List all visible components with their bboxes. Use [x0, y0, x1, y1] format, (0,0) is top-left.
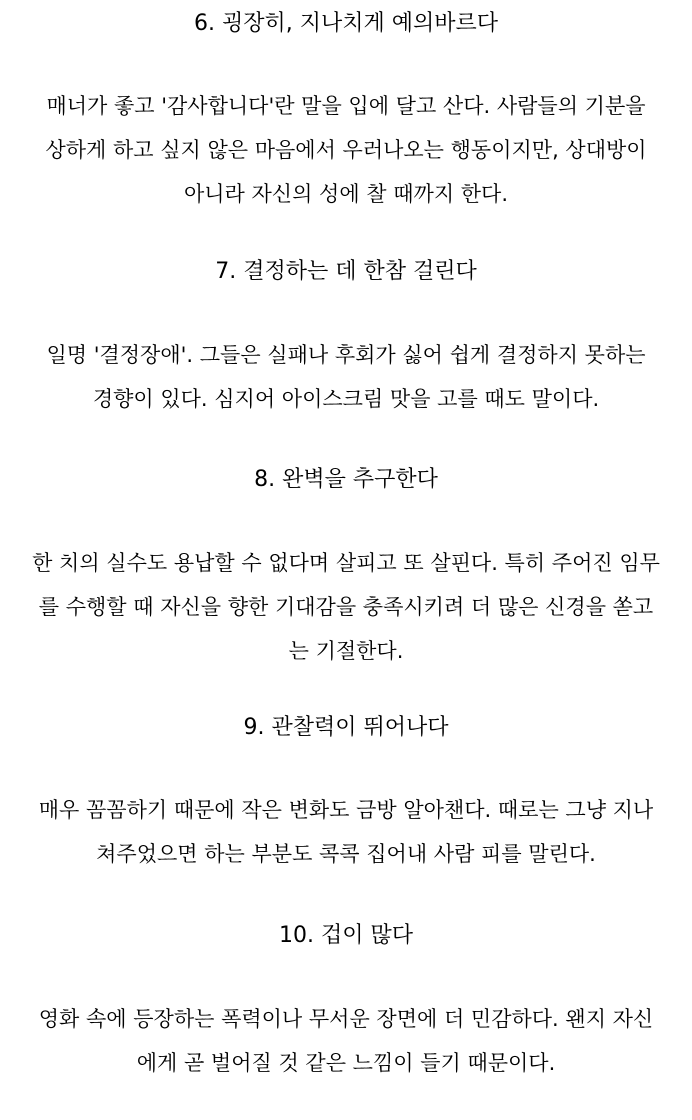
section-6-line-3: 아니라 자신의 성에 찰 때까지 한다. — [183, 182, 509, 206]
section-7-paragraph — [0, 333, 692, 421]
section-8-paragraph — [0, 541, 692, 673]
section-6-line-2: 상하게 하고 싶지 않은 마음에서 우러나오는 행동이지만, 상대방이 — [45, 138, 647, 162]
section-9-line-2: 쳐주었으면 하는 부분도 콕콕 집어내 사람 피를 말린다. — [96, 842, 596, 866]
section-9-line-1: 매우 꼼꼼하기 때문에 작은 변화도 금방 알아챈다. 때로는 그냥 지나 — [38, 798, 654, 822]
section-10-line-1: 영화 속에 등장하는 폭력이나 무서운 장면에 더 민감하다. 왠지 자신 — [38, 1007, 654, 1031]
section-6-line-1: 매너가 좋고 '감사합니다'란 말을 입에 달고 산다. 사람들의 기분을 — [46, 94, 646, 118]
section-8-line-1: 한 치의 실수도 용납할 수 없다며 살피고 또 살핀다. 특히 주어진 임무 — [32, 551, 660, 575]
section-8-line-3: 는 기절한다. — [288, 639, 404, 663]
section-7-line-2: 경향이 있다. 심지어 아이스크림 맛을 고를 때도 말이다. — [92, 387, 600, 411]
section-10-line-2: 에게 곧 벌어질 것 같은 느낌이 들기 때문이다. — [136, 1051, 556, 1075]
section-6-heading: 6. 굉장히, 지나치게 예의바르다 — [194, 11, 498, 36]
section-9-paragraph — [0, 788, 692, 876]
section-6-paragraph — [0, 84, 692, 216]
section-7-heading: 7. 결정하는 데 한참 걸린다 — [215, 259, 477, 284]
section-8-line-2: 를 수행할 때 자신을 향한 기대감을 충족시키려 더 많은 신경을 쏟고 — [38, 595, 654, 619]
section-7-line-1: 일명 '결정장애'. 그들은 실패나 후회가 싫어 쉽게 결정하지 못하는 — [46, 343, 646, 367]
section-9-heading: 9. 관찰력이 뛰어나다 — [243, 715, 449, 740]
section-10-paragraph — [0, 997, 692, 1085]
section-10-heading: 10. 겁이 많다 — [279, 923, 413, 948]
section-8-heading: 8. 완벽을 추구한다 — [254, 467, 438, 492]
